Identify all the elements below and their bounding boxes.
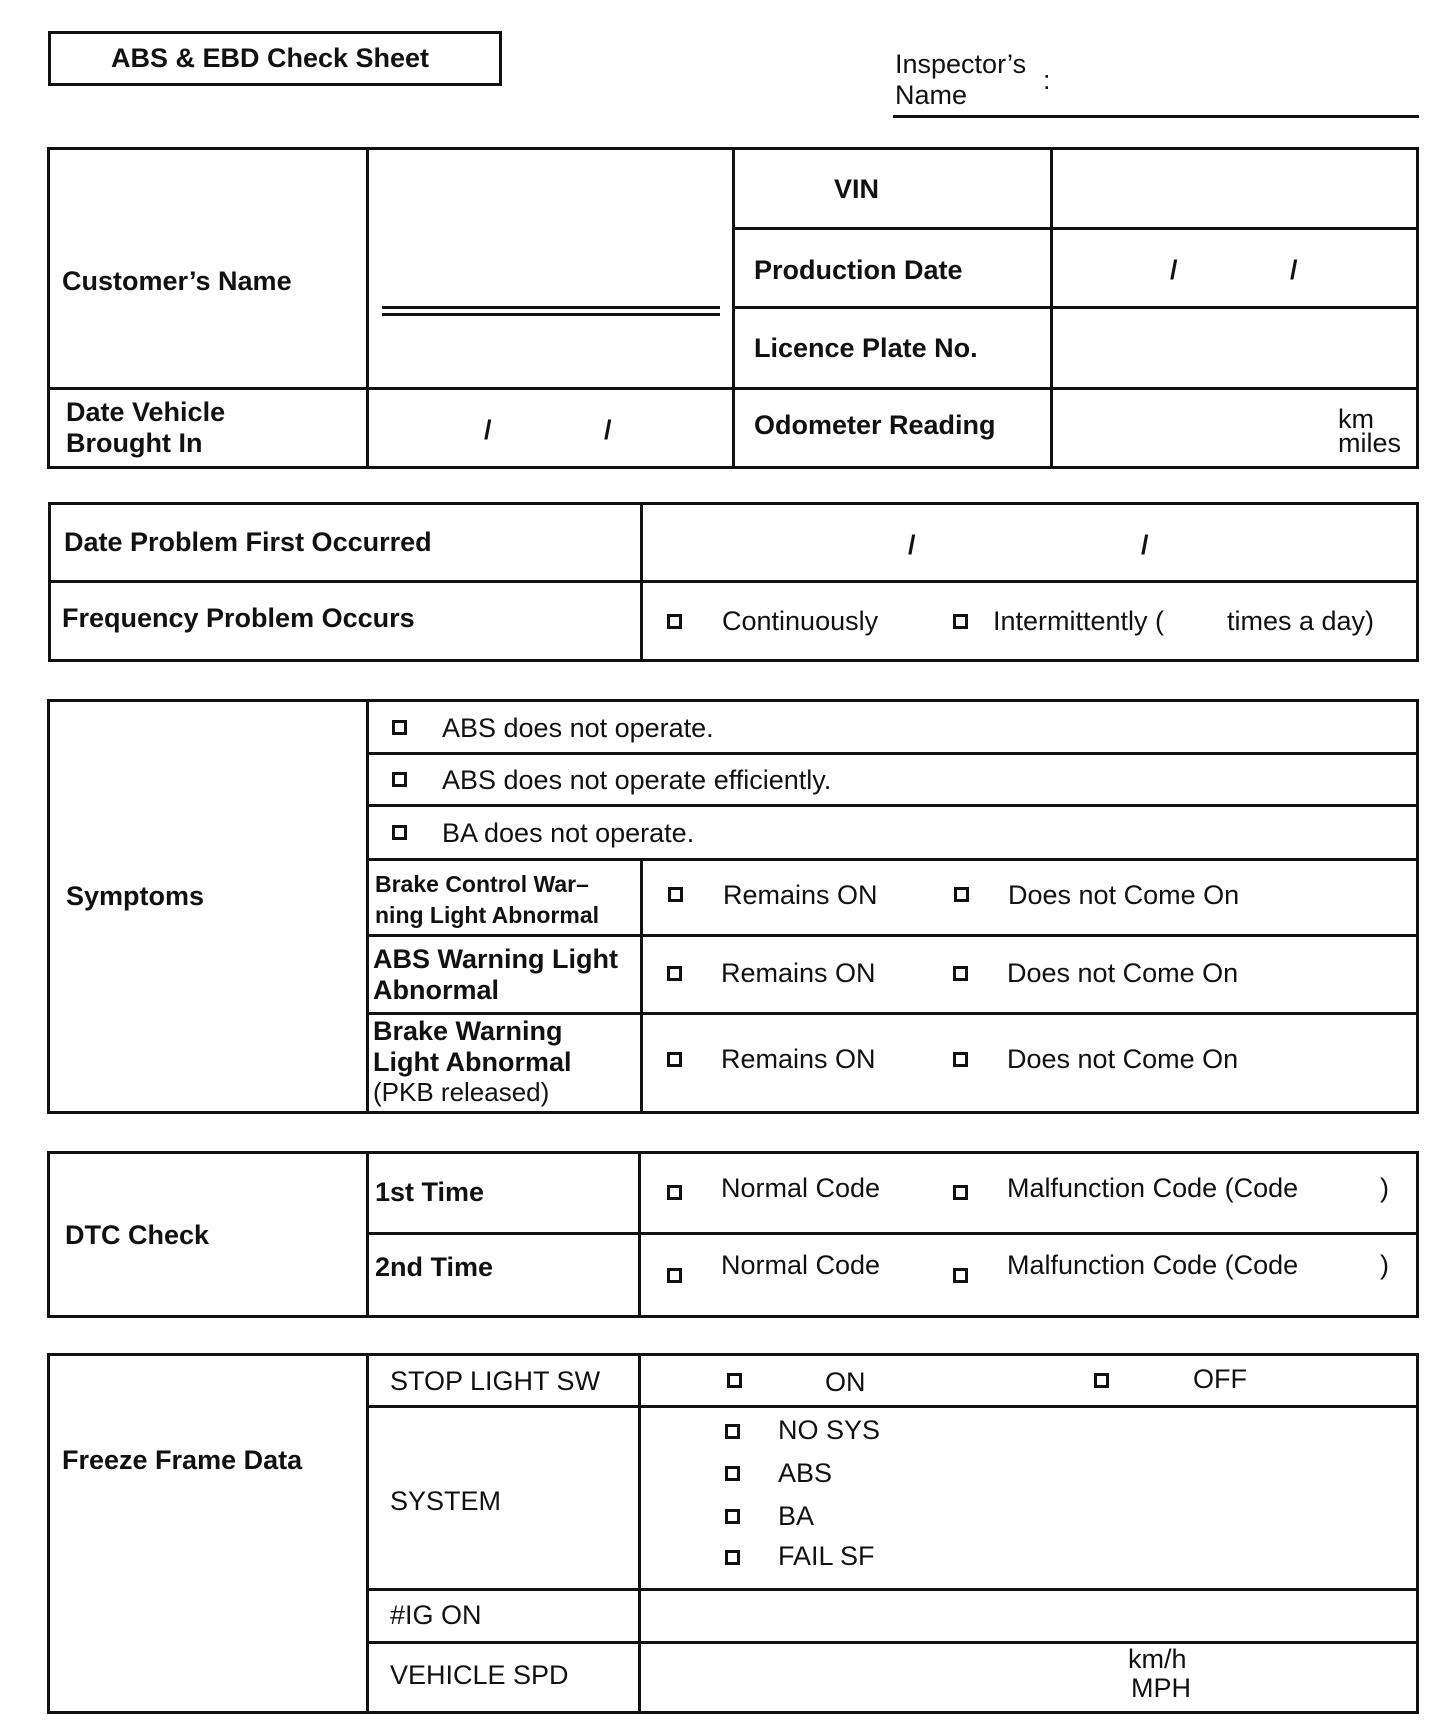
brake-warning-label-1: Brake Warning [373,1016,563,1046]
brake-warning-remains-on-label: Remains ON [721,1044,876,1074]
brake-warning-remains-on-checkbox[interactable] [667,1052,682,1067]
stop-light-on-checkbox[interactable] [727,1373,742,1388]
dtc-check-label: DTC Check [65,1220,210,1250]
brake-warning-label-3: (PKB released) [373,1077,550,1107]
dtc-second-normal-label: Normal Code [721,1250,881,1280]
abs-warning-remains-on-label: Remains ON [721,958,876,988]
freeze-frame-label: Freeze Frame Data [62,1445,303,1475]
continuously-checkbox[interactable] [667,614,682,629]
dtc-first-normal-label: Normal Code [721,1173,881,1203]
dtc-first-malfunction-label: Malfunction Code (Code [1007,1173,1299,1203]
brake-control-not-come-on-checkbox[interactable] [954,887,969,902]
ig-on-label: #IG ON [390,1600,482,1630]
date-brought-in-label-1: Date Vehicle [66,397,226,427]
title-box [48,31,502,86]
abs-warning-label-1: ABS Warning Light [373,944,618,974]
vehicle-spd-unit-mph: MPH [1131,1673,1191,1703]
abs-not-efficient-label: ABS does not operate efficiently. [442,765,832,795]
licence-plate-label: Licence Plate No. [754,333,978,363]
dtc-first-close-paren: ) [1380,1173,1389,1203]
inspector-label-line2: Name [895,80,968,110]
customer-name-label: Customer’s Name [62,266,292,296]
vehicle-spd-label: VEHICLE SPD [390,1660,569,1690]
system-abs-label: ABS [778,1458,833,1488]
odometer-unit-km: km [1338,404,1374,434]
brake-control-label-2: ning Light Abnormal [375,902,600,928]
system-ba-label: BA [778,1501,815,1531]
vin-label: VIN [834,174,880,204]
brake-control-label-1: Brake Control War– [375,871,589,897]
dtc-first-normal-checkbox[interactable] [667,1185,682,1200]
brake-control-not-come-on-label: Does not Come On [1008,880,1240,910]
production-date-label: Production Date [754,255,963,285]
system-fail-sf-label: FAIL SF [778,1541,875,1571]
inspector-label-line1: Inspector’s [895,49,1027,79]
brake-warning-not-come-on-checkbox[interactable] [953,1052,968,1067]
dtc-first-time-label: 1st Time [375,1177,485,1207]
sheet-title: ABS & EBD Check Sheet [110,42,430,73]
abs-warning-not-come-on-checkbox[interactable] [953,966,968,981]
abs-warning-remains-on-checkbox[interactable] [667,966,682,981]
odometer-unit-miles: miles [1338,428,1402,458]
stop-light-on-label: ON [825,1367,866,1397]
brake-control-remains-on-label: Remains ON [723,880,878,910]
customer-name-field[interactable] [382,306,720,309]
date-first-sep2: / [1141,530,1149,560]
stop-light-off-checkbox[interactable] [1094,1373,1109,1388]
date-brought-in-sep1: / [484,415,492,445]
ba-not-operate-label: BA does not operate. [442,818,695,848]
stop-light-off-label: OFF [1193,1364,1247,1394]
dtc-second-malfunction-checkbox[interactable] [953,1268,968,1283]
stop-light-sw-label: STOP LIGHT SW [390,1366,601,1396]
intermittently-checkbox[interactable] [953,614,968,629]
dtc-second-close-paren: ) [1380,1250,1389,1280]
date-first-sep1: / [908,530,916,560]
dtc-second-normal-checkbox[interactable] [667,1268,682,1283]
dtc-second-time-label: 2nd Time [375,1252,494,1282]
abs-not-operate-label: ABS does not operate. [442,713,714,743]
symptoms-label: Symptoms [66,881,205,911]
system-label: SYSTEM [390,1486,502,1516]
abs-warning-label-2: Abnormal [373,975,500,1005]
system-fail-sf-checkbox[interactable] [725,1550,740,1565]
production-date-sep2: / [1290,255,1298,285]
production-date-sep1: / [1170,255,1178,285]
abs-warning-not-come-on-label: Does not Come On [1007,958,1239,988]
frequency-label: Frequency Problem Occurs [62,603,415,633]
date-brought-in-label-2: Brought In [66,428,203,458]
abs-not-efficient-checkbox[interactable] [392,772,407,787]
system-no-sys-checkbox[interactable] [725,1424,740,1439]
brake-warning-label-2: Light Abnormal [373,1047,572,1077]
odometer-label: Odometer Reading [754,410,996,440]
times-a-day-label: times a day) [1227,606,1375,636]
date-brought-in-sep2: / [604,415,612,445]
system-ba-checkbox[interactable] [725,1509,740,1524]
dtc-first-malfunction-checkbox[interactable] [953,1185,968,1200]
inspector-name-field[interactable] [893,115,1419,118]
date-first-occurred-label: Date Problem First Occurred [64,527,432,557]
vehicle-spd-unit-kmh: km/h [1128,1644,1187,1674]
intermittently-label: Intermittently ( [993,606,1165,636]
dtc-second-malfunction-label: Malfunction Code (Code [1007,1250,1299,1280]
abs-not-operate-checkbox[interactable] [392,720,407,735]
brake-control-remains-on-checkbox[interactable] [668,887,683,902]
system-no-sys-label: NO SYS [778,1415,881,1445]
inspector-colon: : [1043,65,1051,95]
ba-not-operate-checkbox[interactable] [392,825,407,840]
brake-warning-not-come-on-label: Does not Come On [1007,1044,1239,1074]
system-abs-checkbox[interactable] [725,1466,740,1481]
continuously-label: Continuously [722,606,879,636]
